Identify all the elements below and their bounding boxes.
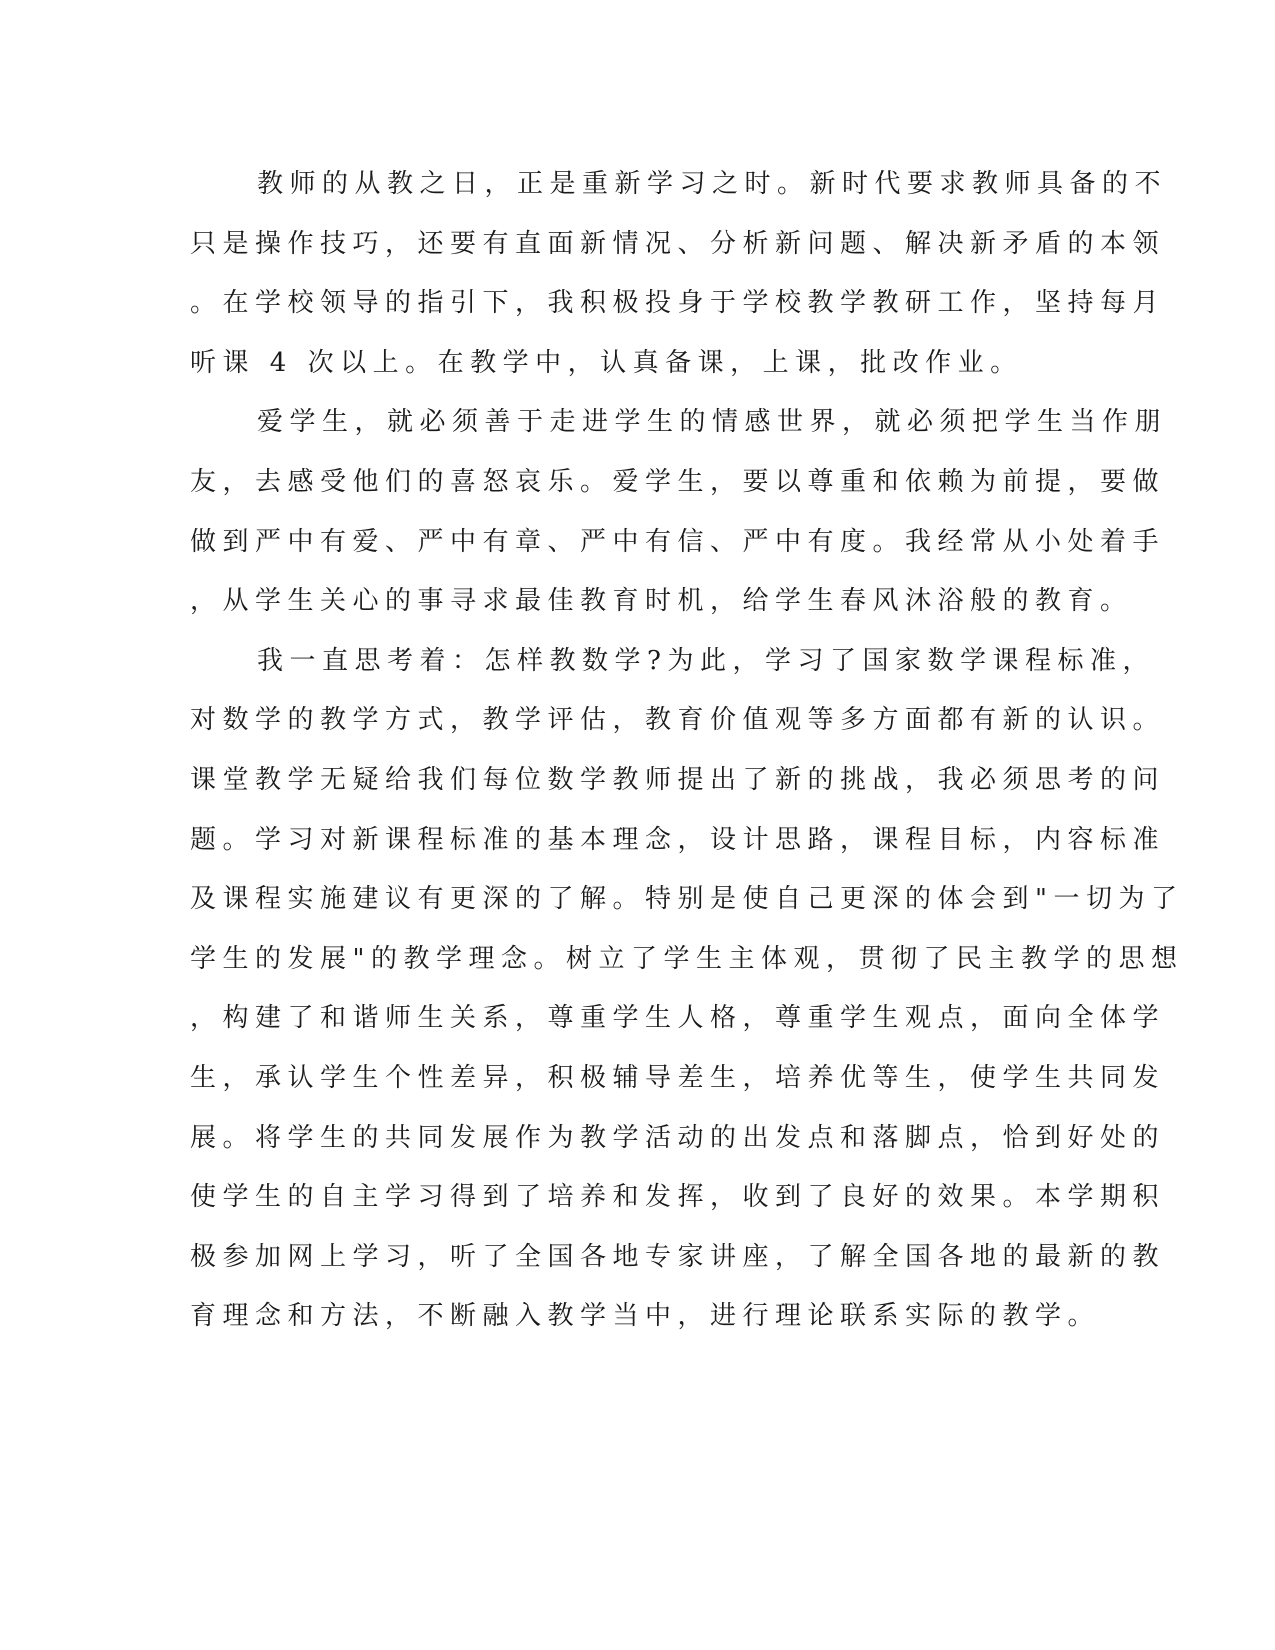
paragraph-line: 生，承认学生个性差异，积极辅导差生，培养优等生，使学生共同发 bbox=[190, 1062, 1166, 1093]
paragraph-line: 学生的发展"的教学理念。树立了学生主体观，贯彻了民主教学的思想 bbox=[190, 943, 1184, 974]
paragraph-line: 教师的从教之日，正是重新学习之时。新时代要求教师具备的不 bbox=[257, 169, 1168, 199]
paragraph-line: 题。学习对新课程标准的基本理念，设计思路，课程目标，内容标准 bbox=[190, 824, 1166, 855]
paragraph-3 bbox=[190, 632, 1184, 1347]
paragraph-line: 使学生的自主学习得到了培养和发挥，收到了良好的效果。本学期积 bbox=[190, 1182, 1166, 1213]
paragraph-line: 。在学校领导的指引下，我积极投身于学校教学教研工作，坚持每月 bbox=[190, 288, 1166, 319]
paragraph-line: 展。将学生的共同发展作为教学活动的出发点和落脚点，恰到好处的 bbox=[190, 1122, 1166, 1153]
paragraph-1 bbox=[190, 155, 1168, 393]
paragraph-line: 只是操作技巧，还要有直面新情况、分析新问题、解决新矛盾的本领 bbox=[190, 228, 1166, 259]
paragraph-line: 我一直思考着：怎样教数学?为此，学习了国家数学课程标准， bbox=[257, 645, 1155, 676]
paragraph-line: 听课 4 次以上。在教学中，认真备课，上课，批改作业。 bbox=[190, 347, 1023, 378]
paragraph-line: 友，去感受他们的喜怒哀乐。爱学生，要以尊重和依赖为前提，要做 bbox=[190, 466, 1166, 497]
paragraph-line: 育理念和方法，不断融入教学当中，进行理论联系实际的教学。 bbox=[190, 1301, 1101, 1332]
paragraph-2 bbox=[190, 393, 1168, 631]
paragraph-line: 对数学的教学方式，教学评估，教育价值观等多方面都有新的认识。 bbox=[190, 705, 1166, 736]
paragraph-line: ，从学生关心的事寻求最佳教育时机，给学生春风沐浴般的教育。 bbox=[190, 586, 1133, 617]
paragraph-line: 爱学生，就必须善于走进学生的情感世界，就必须把学生当作朋 bbox=[257, 407, 1168, 438]
paragraph-line: 极参加网上学习，听了全国各地专家讲座，了解全国各地的最新的教 bbox=[190, 1241, 1166, 1272]
document-body bbox=[190, 155, 1184, 1347]
paragraph-line: 及课程实施建议有更深的了解。特别是使自己更深的体会到"一切为了 bbox=[190, 884, 1184, 915]
paragraph-line: 做到严中有爱、严中有章、严中有信、严中有度。我经常从小处着手 bbox=[190, 526, 1166, 557]
paragraph-line: ，构建了和谐师生关系，尊重学生人格，尊重学生观点，面向全体学 bbox=[190, 1003, 1166, 1034]
paragraph-line: 课堂教学无疑给我们每位数学教师提出了新的挑战，我必须思考的问 bbox=[190, 764, 1166, 795]
